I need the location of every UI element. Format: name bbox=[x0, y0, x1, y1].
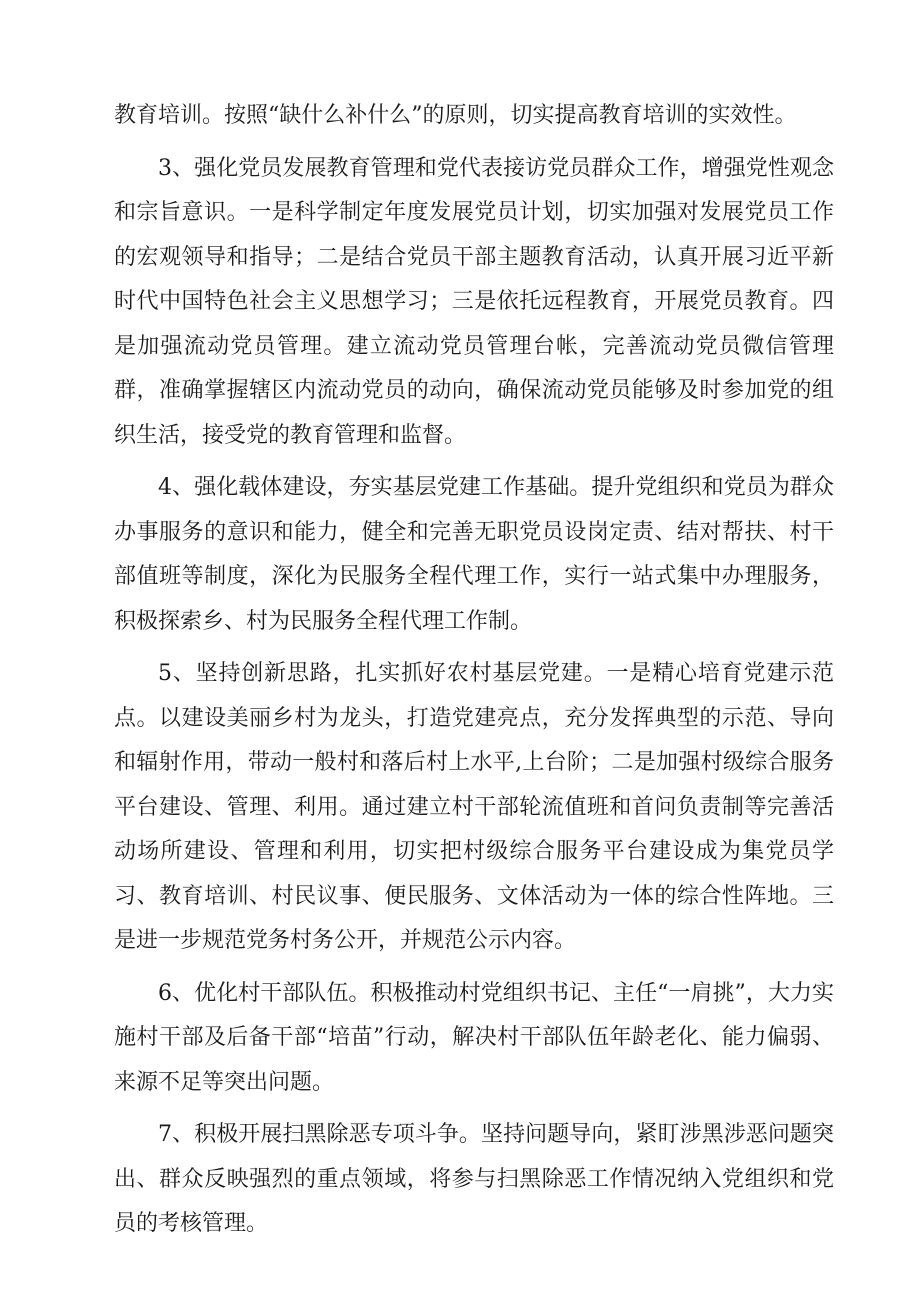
paragraph-item-7: 7、积极开展扫黑除恶专项斗争。坚持问题导向，紧盯涉黑涉恶问题突出、群众反映强烈的重点领域，将参与扫黑除恶工作情况纳入党组织和党员的考核管理。 bbox=[114, 1122, 834, 1236]
paragraph-item-5: 5、坚持创新思路，扎实抓好农村基层党建。一是精心培育党建示范点。以建设美丽乡村为龙头，打造党建亮点，充分发挥典型的示范、导向和辐射作用，带动一般村和落后村上水平,上台阶；二是加强村级综合服务平台建设、管理、利用。通过建立村干部轮流值班和首问负责制等完善活动场所建设、管理和利用，切实把村级综合服务平台建设成为集党员学习、教育培训、村民议事、便民服务、文体活动为一体的综合性阵地。三是进一步规范党务村务公开，并规范公示内容。 bbox=[114, 661, 834, 953]
paragraph-gap bbox=[114, 1105, 834, 1113]
paragraph-item-6: 6、优化村干部队伍。积极推动村党组织书记、主任“一肩挑”，大力实施村干部及后备干部“培苗”行动，解决村干部队伍年龄老化、能力偏弱、来源不足等突出问题。 bbox=[114, 980, 834, 1095]
document-body bbox=[114, 94, 834, 1247]
paragraph-gap bbox=[114, 964, 834, 972]
paragraph-gap bbox=[114, 458, 834, 466]
paragraph-continuation: 教育培训。按照“缺什么补什么”的原则，切实提高教育培训的实效性。 bbox=[114, 103, 797, 128]
paragraph-item-3: 3、强化党员发展教育管理和党代表接访党员群众工作，增强党性观念和宗旨意识。一是科学制定年度发展党员计划，切实加强对发展党员工作的宏观领导和指导；二是结合党员干部主题教育活动，认真开展习近平新时代中国特色社会主义思想学习；三是依托远程教育，开展党员教育。四是加强流动党员管理。建立流动党员管理台帐，完善流动党员微信管理群，准确掌握辖区内流动党员的动向，确保流动党员能够及时参加党的组织生活，接受党的教育管理和监督。 bbox=[114, 155, 834, 448]
paragraph-gap bbox=[114, 644, 834, 652]
paragraph-item-4: 4、强化载体建设，夯实基层党建工作基础。提升党组织和党员为群众办事服务的意识和能力，健全和完善无职党员设岗定责、结对帮扶、村干部值班等制度，深化为民服务全程代理工作，实行一站式集中办理服务，积极探索乡、村为民服务全程代理工作制。 bbox=[114, 475, 834, 634]
paragraph-gap bbox=[114, 139, 834, 147]
